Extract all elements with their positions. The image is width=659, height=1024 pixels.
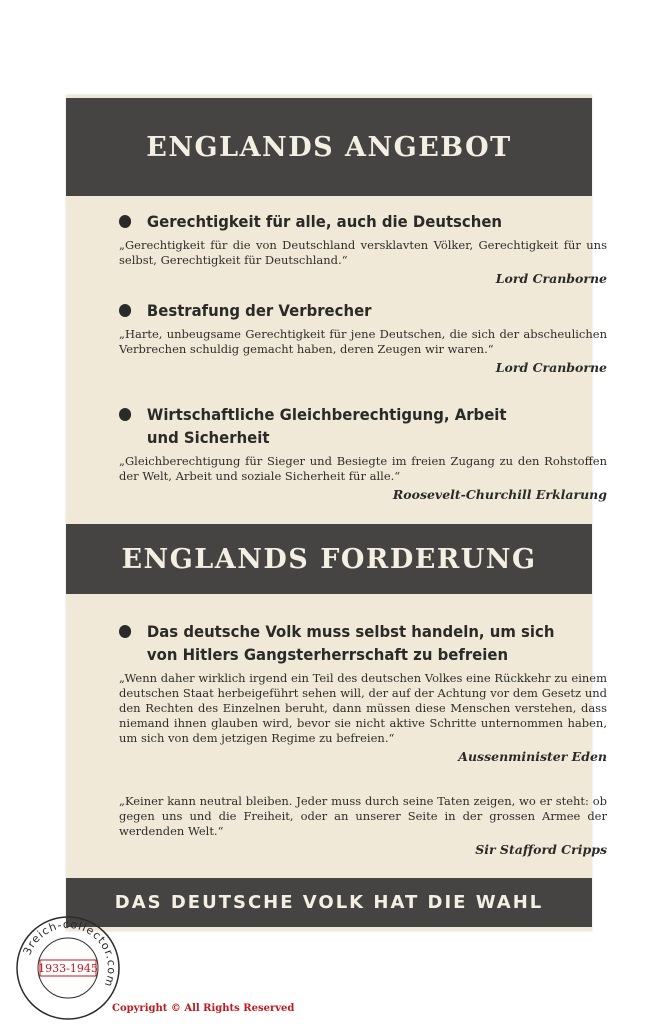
demand-heading (119, 620, 584, 666)
leaflet (66, 95, 607, 931)
bullet-icon (119, 625, 131, 638)
offer-item-heading (119, 299, 573, 322)
offer-item-quote: „Gerechtigkeit für die von Deutschland versklavten Völker, Gerechtigkeit für uns selbst, Gerechtigkeit für Deutschland.“ (119, 238, 607, 267)
demand-quote-cripps: „Keiner kann neutral bleiben. Jeder muss durch seine Taten zeigen, wo er steht: ob gegen uns und die Freiheit, oder an unserer Seite in der grossen Armee der werdenden Welt.“ (119, 794, 607, 838)
offer-item-attribution: Roosevelt-Churchill Erklarung (392, 487, 607, 502)
offer-item-heading (119, 403, 538, 449)
offer-item-quote: „Gleichberechtigung für Sieger und Besiegte im freien Zugang zu den Rohstoffen der Welt, Arbeit und soziale Sicherheit für alle.“ (119, 454, 607, 483)
demand-banner (66, 524, 592, 594)
copyright-notice: Copyright © All Rights Reserved (112, 1003, 295, 1014)
offer-item-2 (119, 299, 607, 375)
offer-item-heading-text: Gerechtigkeit für alle, auch die Deutschen (146, 212, 503, 231)
collector-stamp-logo (14, 914, 122, 1022)
footer-slogan: DAS DEUTSCHE VOLK HAT DIE WAHL (114, 892, 544, 913)
offer-item-heading (119, 210, 573, 233)
cripps-quote-block (119, 789, 607, 857)
stamp-site-text: 3reich-collector.com (20, 917, 119, 990)
offer-item-3 (119, 403, 607, 502)
demand-item (119, 620, 607, 764)
offer-title: ENGLANDS ANGEBOT (146, 131, 512, 163)
demand-attribution-cripps: Sir Stafford Cripps (475, 842, 607, 857)
demand-title: ENGLANDS FORDERUNG (121, 543, 537, 575)
bullet-icon (119, 215, 131, 228)
footer-banner (66, 878, 592, 927)
offer-item-heading-text: Bestrafung der Verbrecher (146, 301, 372, 320)
demand-quote-eden: „Wenn daher wirklich irgend ein Teil des deutschen Volkes eine Rückkehr zu einem deutschen Staat herbeigeführt sehen will, der auf der Achtung vor dem Gesetz und den Rechten des Einzelnen beruht, dann müssen diese Menschen verstehen, dass niemand ihnen glauben wird, bevor sie nicht aktive Schritte unternommen haben, um sich von dem jetzigen Regime zu befreien.“ (119, 671, 607, 745)
offer-item-1 (119, 210, 607, 286)
demand-attribution-eden: Aussenminister Eden (458, 749, 607, 764)
demand-heading-text: Das deutsche Volk muss selbst handeln, um sich von Hitlers Gangsterherrschaft zu befreien (146, 622, 555, 664)
offer-item-heading-text: Wirtschaftliche Gleichberechtigung, Arbeit und Sicherheit (146, 405, 507, 447)
offer-item-attribution: Lord Cranborne (495, 271, 607, 286)
bullet-icon (119, 304, 131, 317)
bullet-icon (119, 408, 131, 421)
offer-item-quote: „Harte, unbeugsame Gerechtigkeit für jene Deutschen, die sich der abscheulichen Verbrechen schuldig gemacht haben, deren Zeugen wir waren.“ (119, 327, 607, 356)
offer-item-attribution: Lord Cranborne (495, 360, 607, 375)
offer-banner (66, 98, 592, 196)
stamp-years-text: 1933-1945 (38, 962, 98, 975)
